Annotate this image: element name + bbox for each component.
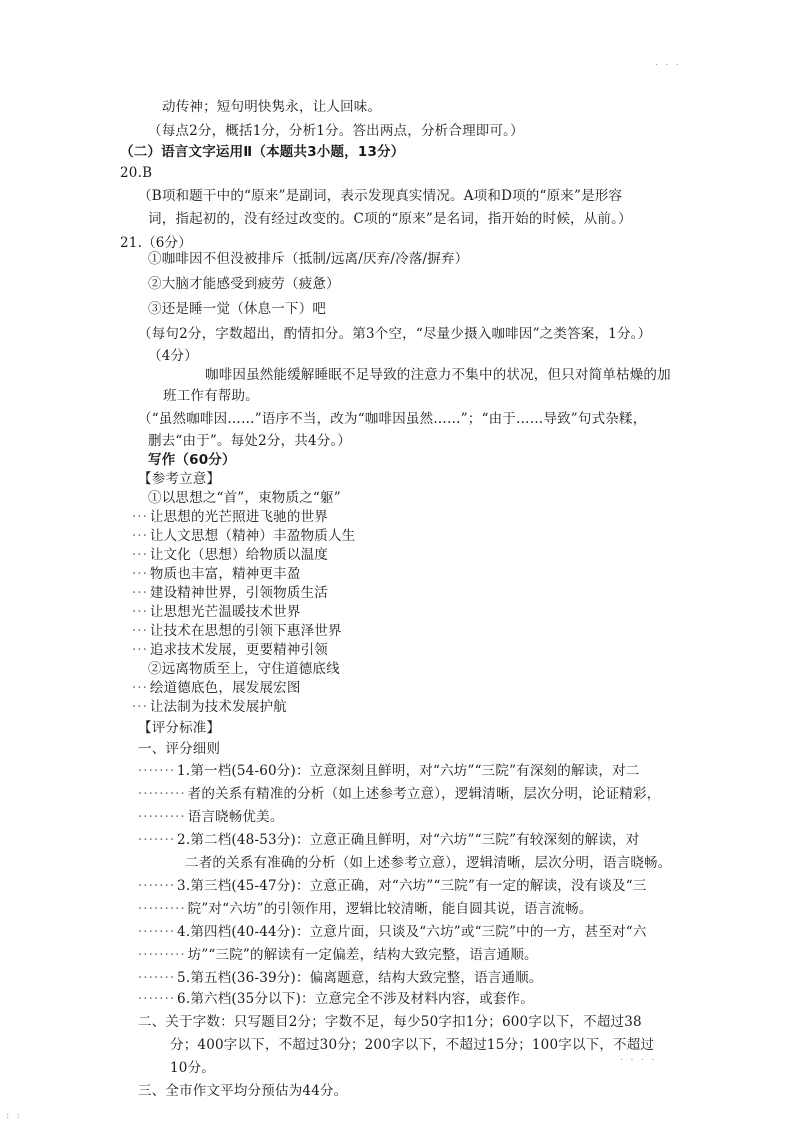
dot-leader-icon: ······· xyxy=(138,832,176,848)
dot-leader-icon: ······· xyxy=(138,878,176,894)
reference-idea-item: ②远离物质至上，守住道德底线 xyxy=(148,661,340,677)
essay-analysis-continuation: 动传神；短句明快隽永，让人回味。 xyxy=(162,99,382,115)
grade-tier-6: ······· 6.第六档(35分以下)：立意完全不涉及材料内容，或套作。 xyxy=(138,991,534,1007)
question-22-answer-2: 班工作有帮助。 xyxy=(163,388,259,404)
reference-idea-item: ··· 物质也丰富，精神更丰盈 xyxy=(132,566,301,582)
dot-leader-icon: ··· xyxy=(132,604,148,620)
grade-tier-1-detail: ········· 者的关系有精准的分析（如上述参考立意），逻辑清晰，层次分明，论证精彩， xyxy=(138,786,661,802)
grade-tier-3: ······· 3.第三档(45-47分)：立意正确，对“六坊”“三院”有一定的解读，没有谈及“三 xyxy=(138,878,647,894)
dot-leader-icon: ··· xyxy=(132,680,148,696)
grade-tier-5: ······· 5.第五档(36-39分)：偏离题意，结构大致完整，语言通顺。 xyxy=(138,970,543,986)
dot-leader-icon: ········· xyxy=(138,947,186,963)
dot-leader-icon: ········· xyxy=(138,901,186,917)
question-22-heading: （4分） xyxy=(148,348,198,364)
scan-artifact-icon: · · · xyxy=(655,60,681,71)
writing-section-heading: 写作（60分） xyxy=(148,452,236,468)
question-21-scoring-note: （每句2分，字数超出，酌情扣分。第3个空，“尽量少摄入咖啡因”之类答案，1分。） xyxy=(138,326,652,342)
reference-idea-item: ··· 让法制为技术发展护航 xyxy=(132,699,287,715)
word-count-rule: 二、关于字数：只写题目2分；字数不足，每少50字扣1分；600字以下，不超过38 xyxy=(138,1014,642,1030)
dot-leader-icon: ······· xyxy=(138,970,176,986)
dot-leader-icon: ······· xyxy=(138,763,176,779)
grade-tier-3-detail: ········· 院”对“六坊”的引领作用，逻辑比较清晰，能自圆其说，语言流畅。 xyxy=(138,901,593,917)
reference-idea-heading: 【参考立意】 xyxy=(138,471,221,487)
question-21-answer-3: ③还是睡一觉（休息一下）吧 xyxy=(148,301,327,317)
grade-tier-1: ······· 1.第一档(54-60分)：立意深刻且鲜明，对“六坊”“三院”有深刻的解读，对二 xyxy=(138,763,640,779)
reference-idea-item: ··· 让文化（思想）给物质以温度 xyxy=(132,547,328,563)
reference-idea-item: ··· 绘道德底色，展发展宏图 xyxy=(132,680,301,696)
grade-tier-2: ······· 2.第二档(48-53分)：立意正确且鲜明，对“六坊”“三院”有较深刻的解读，对 xyxy=(138,832,640,848)
question-22-explanation-2: 删去“由于”。每处2分，共4分。） xyxy=(148,433,352,449)
dot-leader-icon: ········· xyxy=(138,809,186,825)
scoring-standard-heading: 【评分标准】 xyxy=(138,720,221,736)
dot-leader-icon: ······· xyxy=(138,991,176,1007)
question-21-heading: 21.（6分） xyxy=(120,235,192,251)
question-21-answer-2: ②大脑才能感受到疲劳（疲惫） xyxy=(148,276,340,292)
word-count-rule-end: 10分。 xyxy=(170,1060,215,1076)
dot-leader-icon: ······· xyxy=(138,924,176,940)
dot-leader-icon: ··· xyxy=(132,642,148,658)
reference-idea-item: ··· 让思想的光芒照进飞驰的世界 xyxy=(132,509,328,525)
scan-artifact-icon: · · · · xyxy=(620,1055,657,1066)
dot-leader-icon: ··· xyxy=(132,623,148,639)
scoring-note-q19: （每点2分，概括1分，分析1分。答出两点，分析合理即可。） xyxy=(148,123,524,139)
question-22-answer-1: 咖啡因虽然能缓解睡眠不足导致的注意力不集中的状况，但只对简单枯燥的加 xyxy=(205,367,671,383)
grade-tier-4: ······· 4.第四档(40-44分)：立意片面，只谈及“六坊”或“三院”中的一方，甚至对“六 xyxy=(138,924,647,940)
question-21-answer-1: ①咖啡因不但没被排斥（抵制/远离/厌弃/冷落/摒弃） xyxy=(148,251,469,267)
scan-artifact-icon: : : xyxy=(6,1110,22,1121)
grade-tier-4-detail: ········· 坊”“三院”的解读有一定偏差，结构大致完整，语言通顺。 xyxy=(138,947,538,963)
dot-leader-icon: ··· xyxy=(132,528,148,544)
dot-leader-icon: ··· xyxy=(132,699,148,715)
reference-idea-item: ··· 让人文思想（精神）丰盈物质人生 xyxy=(132,528,356,544)
grade-tier-2-detail: 二者的关系有准确的分析（如上述参考立意），逻辑清晰，层次分明，语言晓畅。 xyxy=(185,855,672,871)
dot-leader-icon: ··· xyxy=(132,566,148,582)
grade-tier-1-detail: ········· 语言晓畅优美。 xyxy=(138,809,284,825)
scoring-rules-heading: 一、评分细则 xyxy=(138,741,221,757)
dot-leader-icon: ········· xyxy=(138,786,186,802)
reference-idea-item: ①以思想之“首”，束物质之“躯” xyxy=(148,490,341,506)
dot-leader-icon: ··· xyxy=(132,509,148,525)
dot-leader-icon: ··· xyxy=(132,547,148,563)
reference-idea-item: ··· 建设精神世界，引领物质生活 xyxy=(132,585,328,601)
reference-idea-item: ··· 让技术在思想的引领下惠泽世界 xyxy=(132,623,342,639)
question-20-explanation-1: （B项和题干中的“原来”是副词，表示发现真实情况。A项和D项的“原来”是形容 xyxy=(138,188,623,204)
reference-idea-item: ··· 追求技术发展，更要精神引领 xyxy=(132,642,328,658)
reference-idea-item: ··· 让思想光芒温暖技术世界 xyxy=(132,604,301,620)
dot-leader-icon: ··· xyxy=(132,585,148,601)
question-22-explanation-1: （“虽然咖啡因……”语序不当，改为“咖啡因虽然……”；“由于……导致”句式杂糅， xyxy=(138,411,647,427)
section-heading-language-use: （二）语言文字运用Ⅱ（本题共3小题，13分） xyxy=(120,144,405,160)
question-20-answer: 20.B xyxy=(120,165,153,181)
question-20-explanation-2: 词，指起初的，没有经过改变的。C项的“原来”是名词，指开始的时候，从前。） xyxy=(148,211,632,227)
word-count-rule-continued: 分；400字以下，不超过30分；200字以下，不超过15分；100字以下，不超过 xyxy=(170,1037,655,1053)
average-score-estimate: 三、全市作文平均分预估为44分。 xyxy=(138,1083,348,1099)
